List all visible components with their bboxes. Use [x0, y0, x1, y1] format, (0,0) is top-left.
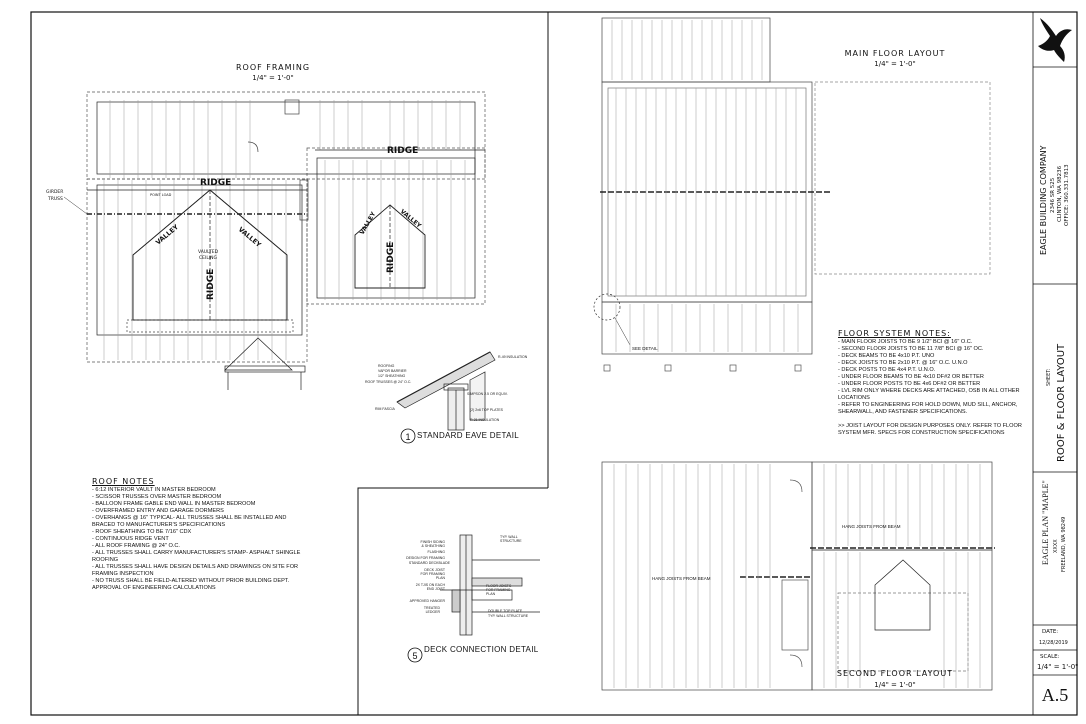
svg-text:PLAN: PLAN [435, 576, 445, 580]
roof-note-line: - ROOF SHEATHING TO BE 7/16" CDX [92, 529, 192, 535]
floor-note-line [838, 416, 1022, 423]
ridge-label-1: RIDGE [200, 178, 232, 188]
sheet-label: SHEET: [1046, 368, 1052, 386]
floor-note-line: - LVL RIM ONLY WHERE DECKS ARE ATTACHED, OSB IN ALL OTHER [838, 388, 1020, 394]
svg-text:R-49 INSULATION: R-49 INSULATION [498, 355, 528, 359]
point-load-label: POINT LOAD [150, 193, 172, 197]
see-detail-label: SEE DETAIL [632, 346, 658, 351]
floor-note-line: - UNDER FLOOR BEAMS TO BE 4x10 DF#2 OR BETTER [838, 374, 984, 380]
hang-joists-label-2: HANG JOISTS FROM BEAM [652, 576, 711, 581]
roof-notes-title: ROOF NOTES [92, 477, 155, 486]
floor-note-line: SYSTEM MFR. SPECS FOR CONSTRUCTION SPECIFICATIONS [838, 430, 1005, 436]
company-name: EAGLE BUILDING COMPANY [1039, 145, 1048, 255]
company-info [1039, 145, 1070, 255]
deck-detail-title: DECK CONNECTION DETAIL [424, 645, 539, 654]
svg-text:TYP. WALL STRUCTURE: TYP. WALL STRUCTURE [488, 614, 529, 618]
eave-detail-callouts [365, 355, 528, 422]
roof-note-line: - SCISSOR TRUSSES OVER MASTER BEDROOM [92, 494, 222, 500]
svg-text:APPROVED HANGER: APPROVED HANGER [409, 599, 445, 603]
svg-text:STANDARD DECKBLADE: STANDARD DECKBLADE [408, 561, 450, 565]
roof-note-line: - NO TRUSS SHALL BE FIELD-ALTERED WITHOUT PRIOR BUILDING DEPT. [92, 578, 290, 584]
ridge-label-3: RIDGE [206, 268, 216, 300]
floor-note-line: - UNDER FLOOR POSTS TO BE 4x6 DF#2 OR BETTER [838, 381, 981, 387]
roof-note-line: APPROVAL OF ENGINEERING CALCULATIONS [92, 585, 216, 591]
svg-text:SIMPSON 2.5 OR EQUIV.: SIMPSON 2.5 OR EQUIV. [467, 392, 508, 396]
svg-text:RIM FASCIA: RIM FASCIA [375, 407, 395, 411]
svg-text:VAPOR BARRIER: VAPOR BARRIER [378, 369, 407, 373]
company-address-1: 2346 SR 525 [1050, 177, 1056, 213]
roof-note-line: - CONTINUOUS RIDGE VENT [92, 536, 169, 542]
svg-text:FLASHING: FLASHING [427, 550, 445, 554]
roof-notes [92, 478, 300, 592]
deck-detail-callouts-right [486, 535, 529, 618]
floor-note-line: - DECK POSTS TO BE 4x4 P.T. U.N.O. [838, 367, 936, 373]
svg-text:(2) 2x6 TOP PLATES: (2) 2x6 TOP PLATES [470, 408, 504, 412]
company-address-2: CLINTON, WA 98236 [1057, 165, 1063, 222]
floor-note-line: - DECK BEAMS TO BE 4x10 P.T. UNO [838, 353, 935, 359]
roof-note-line: BRACED TO MANUFACTURER'S SPECIFICATIONS [92, 522, 226, 528]
sheet-name: ROOF & FLOOR LAYOUT [1056, 343, 1067, 462]
floor-note-line: - MAIN FLOOR JOISTS TO BE 9 1/2" BCI @ 16" O.C. [838, 339, 973, 345]
roof-note-line: - 6:12 INTERIOR VAULT IN MASTER BEDROOM [92, 487, 216, 493]
vaulted-label-1: VAULTED [197, 250, 219, 255]
floor-note-line: >> JOIST LAYOUT FOR DESIGN PURPOSES ONLY. REFER TO FLOOR [838, 423, 1022, 429]
deck-detail-callouts-left [406, 540, 451, 614]
svg-text:DESIGN FOR FRAMING: DESIGN FOR FRAMING [406, 556, 445, 560]
svg-text:PLAN: PLAN [486, 592, 496, 596]
roof-note-line: - OVERFRAMED ENTRY AND GARAGE DORMERS [92, 508, 224, 514]
hang-joists-label-1: HANG JOISTS FROM BEAM [842, 524, 901, 529]
roof-note-line: - ALL ROOF FRAMING @ 24" O.C. [92, 543, 180, 549]
sheet-info [1046, 343, 1067, 462]
plan-lot: XXXX [1053, 539, 1059, 553]
plan-city: FREELAND, WA 98249 [1061, 516, 1067, 572]
main-floor-title: MAIN FLOOR LAYOUT [844, 49, 946, 58]
scale-value: 1/4" = 1'-0" [1037, 663, 1079, 671]
svg-text:FOR FRAMING: FOR FRAMING [486, 588, 511, 592]
roof-note-line: - OVERHANGS @ 16" TYPICAL- ALL TRUSSES SHALL BE INSTALLED AND [92, 515, 287, 521]
second-floor-scale: 1/4" = 1'-0" [874, 681, 916, 689]
roof-note-line: FRAMING INSPECTION [92, 571, 154, 577]
svg-text:R-21 INSULATION: R-21 INSULATION [470, 418, 500, 422]
valley-label-1: VALLEY [154, 223, 181, 247]
date-value: 12/28/2019 [1039, 640, 1068, 646]
svg-text:LEDGER: LEDGER [425, 610, 440, 614]
svg-text:1/2" SHEATHING: 1/2" SHEATHING [378, 374, 406, 378]
eave-detail-title: STANDARD EAVE DETAIL [417, 431, 520, 440]
floor-note-line: - SECOND FLOOR JOISTS TO BE 11 7/8" BCI @ 16" OC. [838, 346, 984, 352]
deck-detail-number: 5 [412, 651, 418, 661]
valley-label-2: VALLEY [236, 225, 263, 249]
girder-label-2: TRUSS [48, 197, 63, 202]
girder-label-1: GIRDER [46, 190, 64, 195]
ridge-label-4: RIDGE [386, 241, 396, 273]
valley-label-4: VALLEY [398, 208, 423, 230]
floor-note-line: - DECK JOISTS TO BE 2x10 P.T. @ 16" O.C. U.N.O [838, 360, 968, 366]
roof-framing-title: ROOF FRAMING [235, 63, 311, 72]
floor-note-line: LOCATIONS [838, 395, 870, 401]
svg-text:DOUBLE TOP PLATE: DOUBLE TOP PLATE [488, 609, 523, 613]
plan-info [1041, 480, 1067, 572]
date-label: DATE: [1042, 629, 1059, 635]
svg-text:ROOF TRUSSES @ 24" O.C.: ROOF TRUSSES @ 24" O.C. [365, 380, 412, 384]
svg-text:ROOFING: ROOFING [378, 364, 395, 368]
roof-note-line: - BALLOON FRAME GABLE END WALL IN MASTER BEDROOM [92, 501, 256, 507]
eave-detail-number: 1 [405, 432, 411, 442]
roof-note-line: - ALL TRUSSES SHALL CARRY MANUFACTURER'S STAMP- ASPHALT SHINGLE [92, 550, 301, 556]
svg-text:STRUCTURE: STRUCTURE [500, 539, 522, 543]
svg-text:TREATED: TREATED [423, 606, 440, 610]
main-floor-scale: 1/4" = 1'-0" [874, 60, 916, 68]
valley-label-3: VALLEY [358, 210, 378, 236]
sheet-number: A.5 [1041, 685, 1069, 705]
second-floor-title: SECOND FLOOR LAYOUT [836, 669, 954, 678]
title-block [1033, 12, 1077, 715]
svg-text:END JOIST: END JOIST [426, 587, 445, 591]
floor-note-line: SHEARWALL, AND FASTENER SPECIFICATIONS. [838, 409, 968, 415]
scale-label: SCALE: [1040, 654, 1060, 660]
svg-text:FLOOR JOISTS: FLOOR JOISTS [486, 584, 512, 588]
roof-note-line: ROOFING [92, 557, 119, 563]
svg-text:FINISH SIDING: FINISH SIDING [420, 540, 445, 544]
svg-text:TYP. WALL: TYP. WALL [500, 535, 518, 539]
roof-framing-plan [87, 63, 485, 390]
svg-text:FOR FRAMING: FOR FRAMING [420, 572, 445, 576]
company-phone: OFFICE: 360.331.7813 [1064, 164, 1070, 226]
plan-name: EAGLE PLAN "MAPLE" [1041, 480, 1050, 565]
main-floor-layout [594, 18, 990, 371]
floor-notes-title: FLOOR SYSTEM NOTES: [838, 329, 951, 338]
roof-note-line: - ALL TRUSSES SHALL HAVE DESIGN DETAILS AND DRAWINGS ON SITE FOR [92, 564, 299, 570]
svg-text:DECK JOIST: DECK JOIST [424, 568, 445, 572]
roof-framing-labels [46, 146, 423, 300]
floor-note-line: - REFER TO ENGINEERING FOR HOLD DOWN, MUD SILL, ANCHOR, [838, 402, 1018, 408]
ridge-label-2: RIDGE [387, 146, 419, 156]
floor-system-notes [838, 330, 1022, 437]
roof-framing-scale: 1/4" = 1'-0" [252, 74, 294, 82]
vaulted-label-2: CEILING [199, 256, 217, 261]
svg-text:& SHEATHING: & SHEATHING [421, 544, 445, 548]
svg-text:2X TJIS ON EACH: 2X TJIS ON EACH [415, 583, 445, 587]
eagle-logo-icon [1038, 18, 1072, 62]
